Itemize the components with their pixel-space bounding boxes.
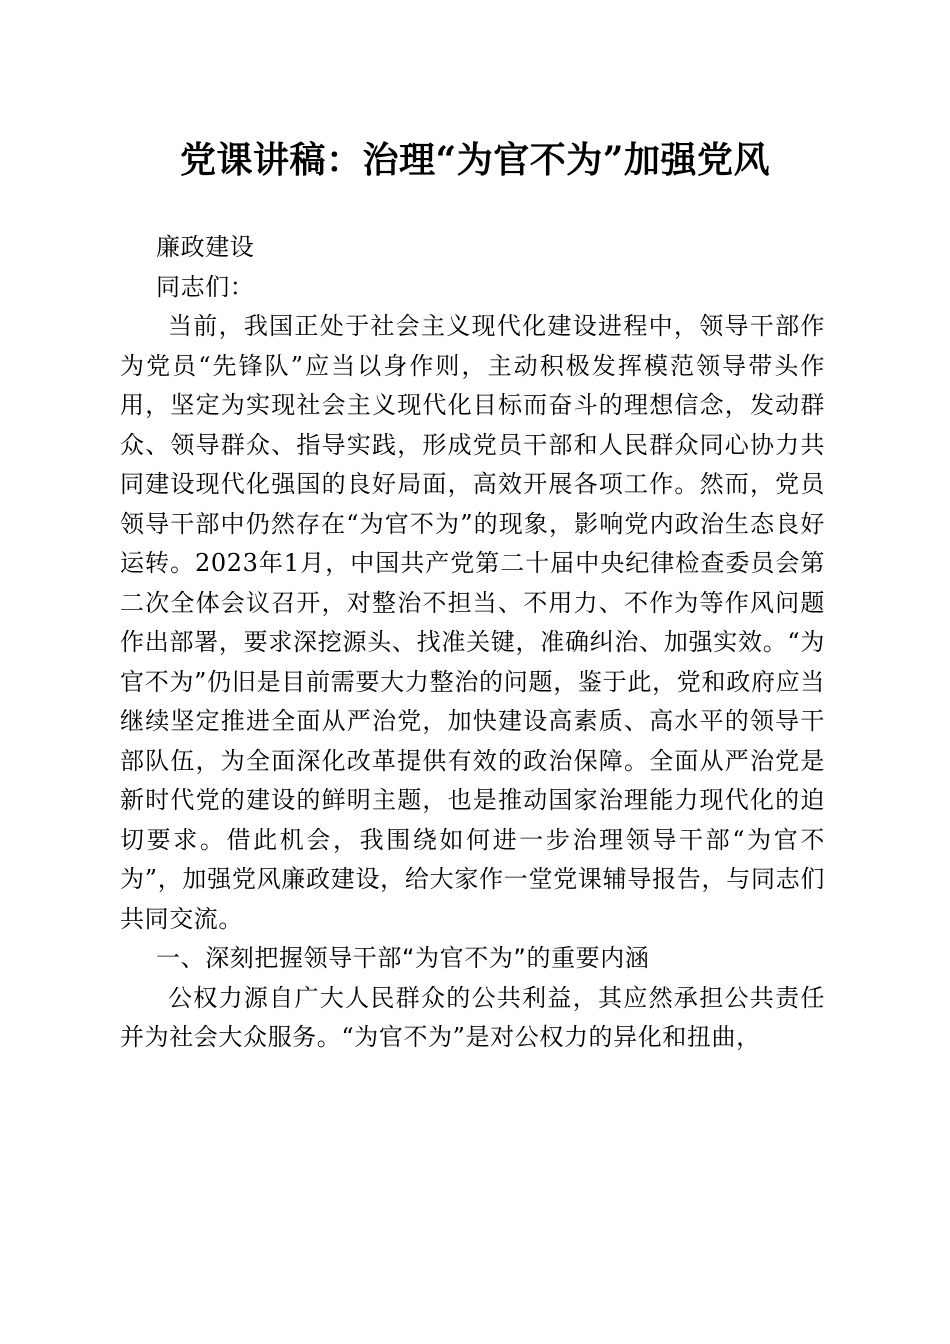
document-title: 党课讲稿：治理“为官不为”加强党风 [180,139,770,181]
salutation: 同志们： [156,272,255,301]
intro-paragraph: 当前，我国正处于社会主义现代化建设进程中，领导干部作为党员“先锋队”应当以身作则，主动积极发挥模范领导带头作用，坚定为实现社会主义现代化目标而奋斗的理想信念，发动群众、领导群众、指导实践，形成党员干部和人民群众同心协力共同建设现代化强国的良好局面，高效开展各项工作。然而，党员领导干部中仍然存在“为官不为”的现象，影响党内政治生态良好运转。2023年1月，中国共产党第二十届中央纪律检查委员会第二次全体会议召开，对整治不担当、不用力、不作为等作风问题作出部署，要求深挖源头、找准关键，准确纠治、加强实效。“为官不为”仍旧是目前需要大力整治的问题，鉴于此，党和政府应当继续坚定推进全面从严治党，加快建设高素质、高水平的领导干部队伍，为全面深化改革提供有效的政治保障。全面从严治党是新时代党的建设的鲜明主题，也是推动国家治理能力现代化的迫切要求。借此机会，我围绕如何进一步治理领导干部“为官不为”，加强党风廉政建设，给大家作一堂党课辅导报告，与同志们共同交流。 [120,312,825,933]
document-body [120,228,825,1058]
section-heading: 一、深刻把握领导干部“为官不为”的重要内涵 [156,944,650,972]
category-label: 廉政建设 [156,233,255,261]
section-paragraph: 公权力源自广大人民群众的公共利益，其应然承担公共责任并为社会大众服务。“为官不为”是对公权力的异化和扭曲， [120,983,825,1051]
